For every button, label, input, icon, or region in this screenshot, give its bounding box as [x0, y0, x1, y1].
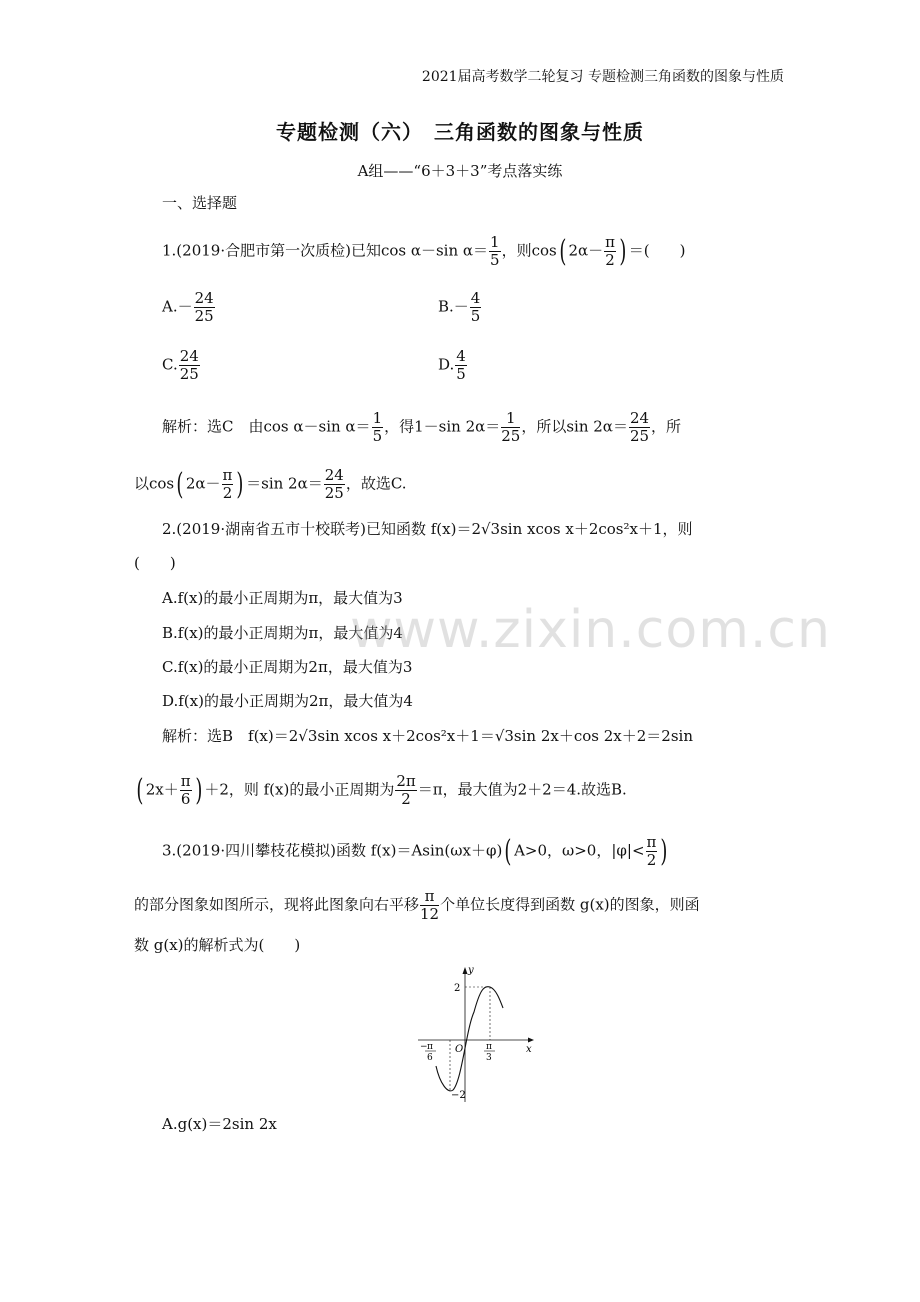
- y-min-label: −2: [451, 1090, 466, 1101]
- q2-solution-line1: 解析：选B f(x)＝2√3sin xcos x＋2cos²x＋1＝√3sin 2x＋cos 2x＋2＝2sin: [162, 727, 693, 745]
- watermark: www.zixin.com.cn: [350, 600, 831, 660]
- y-axis-label: y: [468, 965, 474, 976]
- y-max-label: 2: [454, 983, 461, 994]
- origin-label: O: [455, 1044, 464, 1055]
- x-neg-den: 6: [427, 1053, 433, 1063]
- y-axis-arrow-icon: [463, 967, 468, 974]
- q3-stem-line3: 数 g(x)的解析式为( ): [134, 936, 301, 954]
- q2-option-a: A.f(x)的最小正周期为π，最大值为3: [162, 589, 403, 607]
- sine-graph-figure: [410, 960, 540, 1110]
- q2-option-c: C.f(x)的最小正周期为2π，最大值为3: [162, 658, 413, 676]
- q2-stem-line2: ( ): [134, 554, 176, 572]
- q1-option-d: D. $\frac{4}{5}$: [438, 347, 466, 383]
- q1-option-a: A.－ $\frac{24}{25}$: [162, 289, 214, 325]
- q2-option-d: D.f(x)的最小正周期为2π，最大值为4: [162, 692, 413, 710]
- q1-option-b: B.－ $\frac{4}{5}$: [438, 289, 481, 325]
- x-neg-sign: −: [420, 1042, 428, 1052]
- q1-option-c: C. $\frac{24}{25}$: [162, 347, 199, 383]
- section-heading: 一、选择题: [162, 194, 238, 212]
- q1-solution-line2: 以cos( 2α－ $\frac{\pi}{2}$ ) ＝sin 2α＝ $\frac{24}{25}$ ，故选C.: [134, 466, 407, 502]
- q3-stem-line1: 3.(2019·四川攀枝花模拟)函数 f(x)＝Asin(ωx＋φ)( A>0，ω>0，|φ|< $\frac{\pi}{2}$ ): [162, 833, 668, 869]
- q2-option-b: B.f(x)的最小正周期为π，最大值为4: [162, 624, 403, 642]
- q3-stem-line2: 的部分图象如图所示，现将此图象向右平移 $\frac{\pi}{12}$ 个单位长度得到函数 g(x)的图象，则函: [134, 887, 700, 923]
- x-axis-arrow-icon: [528, 1038, 534, 1043]
- x-neg-num: π: [427, 1042, 433, 1052]
- x-axis-label: x: [526, 1044, 532, 1055]
- q3-option-a: A.g(x)＝2sin 2x: [162, 1115, 277, 1133]
- q1-stem: 1.(2019·合肥市第一次质检)已知cos α－sin α＝ $\frac{1}{5}$ ，则cos( 2α－ $\frac{\pi}{2}$ ) ＝( ): [162, 233, 686, 269]
- sine-curve: [436, 987, 503, 1091]
- q1-solution-line1: 解析：选C 由cos α－sin α＝ $\frac{1}{5}$ ，得1－sin 2α＝ $\frac{1}{25}$ ，所以sin 2α＝ $\frac{24}{25}$ ，所: [162, 409, 682, 445]
- page-header: 2021届高考数学二轮复习 专题检测三角函数的图象与性质: [421, 69, 784, 85]
- x-pos-den: 3: [486, 1053, 492, 1063]
- q2-stem-line1: 2.(2019·湖南省五市十校联考)已知函数 f(x)＝2√3sin xcos x＋2cos²x＋1，则: [162, 520, 693, 538]
- x-pos-num: π: [486, 1042, 492, 1052]
- q2-solution-line2: ( 2x＋ $\frac{\pi}{6}$ ) ＋2，则 f(x)的最小正周期为 $\frac{2\pi}{2}$ ＝π，最大值为2＋2＝4.故选B.: [136, 772, 627, 808]
- page-subtitle: A组——“6＋3＋3”考点落实练: [357, 162, 563, 180]
- page-title: 专题检测（六） 三角函数的图象与性质: [276, 120, 644, 144]
